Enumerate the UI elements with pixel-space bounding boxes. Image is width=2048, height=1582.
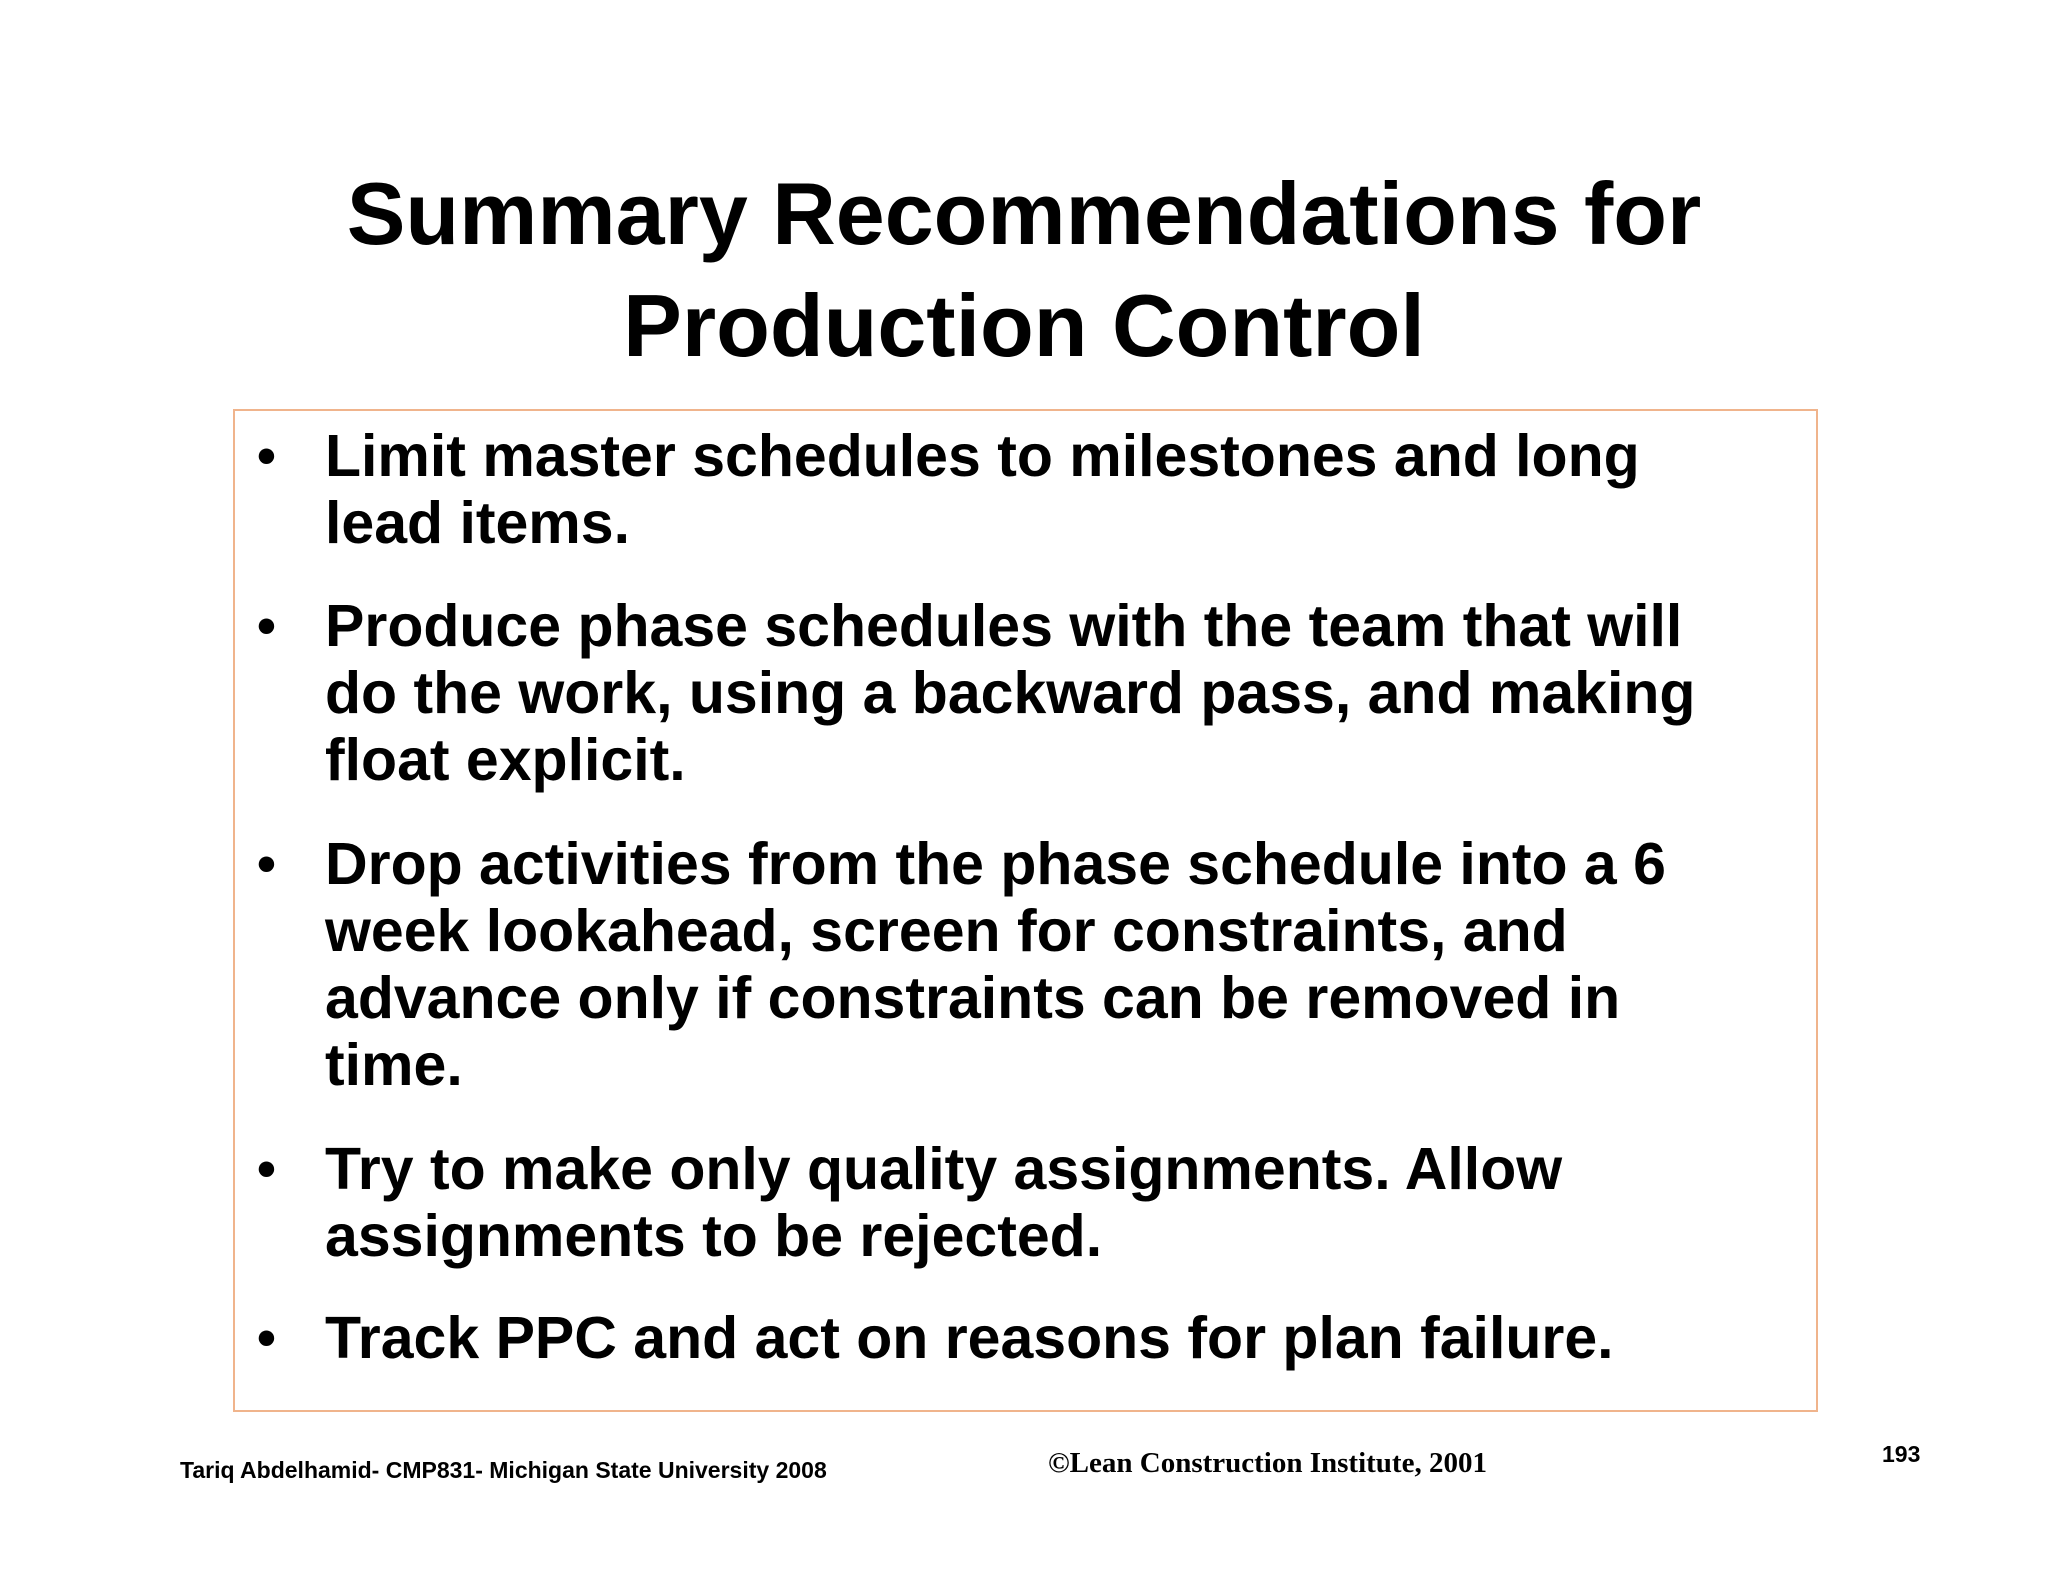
slide-title xyxy=(0,158,2048,382)
bullet-marker: • xyxy=(257,834,276,894)
bullet-marker: • xyxy=(257,1308,276,1368)
bullet-line: Try to make only quality assignments. Allow xyxy=(325,1136,1563,1202)
bullet-list-box xyxy=(233,409,1818,1412)
bullet-line: Track PPC and act on reasons for plan failure. xyxy=(325,1305,1614,1371)
bullet-text xyxy=(325,423,1805,557)
bullet-line: Produce phase schedules with the team that will xyxy=(325,593,1683,659)
footer-author: Tariq Abdelhamid- CMP831- Michigan State University 2008 xyxy=(180,1457,827,1483)
bullet-line: do the work, using a backward pass, and making xyxy=(325,660,1696,726)
bullet-marker: • xyxy=(257,596,276,656)
bullet-text xyxy=(325,1136,1805,1270)
bullet-line: Drop activities from the phase schedule into a 6 xyxy=(325,831,1666,897)
footer-copyright: ©Lean Construction Institute, 2001 xyxy=(1048,1447,1487,1479)
page-number: 193 xyxy=(1882,1441,1921,1467)
bullet-line: week lookahead, screen for constraints, and xyxy=(325,898,1568,964)
bullet-text xyxy=(325,1305,1805,1372)
bullet-line: lead items. xyxy=(325,490,630,556)
bullet-line: time. xyxy=(325,1032,463,1098)
bullet-marker: • xyxy=(257,1139,276,1199)
bullet-line: advance only if constraints can be removed in xyxy=(325,965,1621,1031)
bullet-line: assignments to be rejected. xyxy=(325,1203,1103,1269)
bullet-line: float explicit. xyxy=(325,727,686,793)
bullet-marker: • xyxy=(257,426,276,486)
slide-title-line: Production Control xyxy=(623,276,1425,375)
bullet-text xyxy=(325,831,1805,1099)
bullet-text xyxy=(325,593,1805,794)
bullet-line: Limit master schedules to milestones and long xyxy=(325,423,1640,489)
slide-title-line: Summary Recommendations for xyxy=(346,164,1702,263)
